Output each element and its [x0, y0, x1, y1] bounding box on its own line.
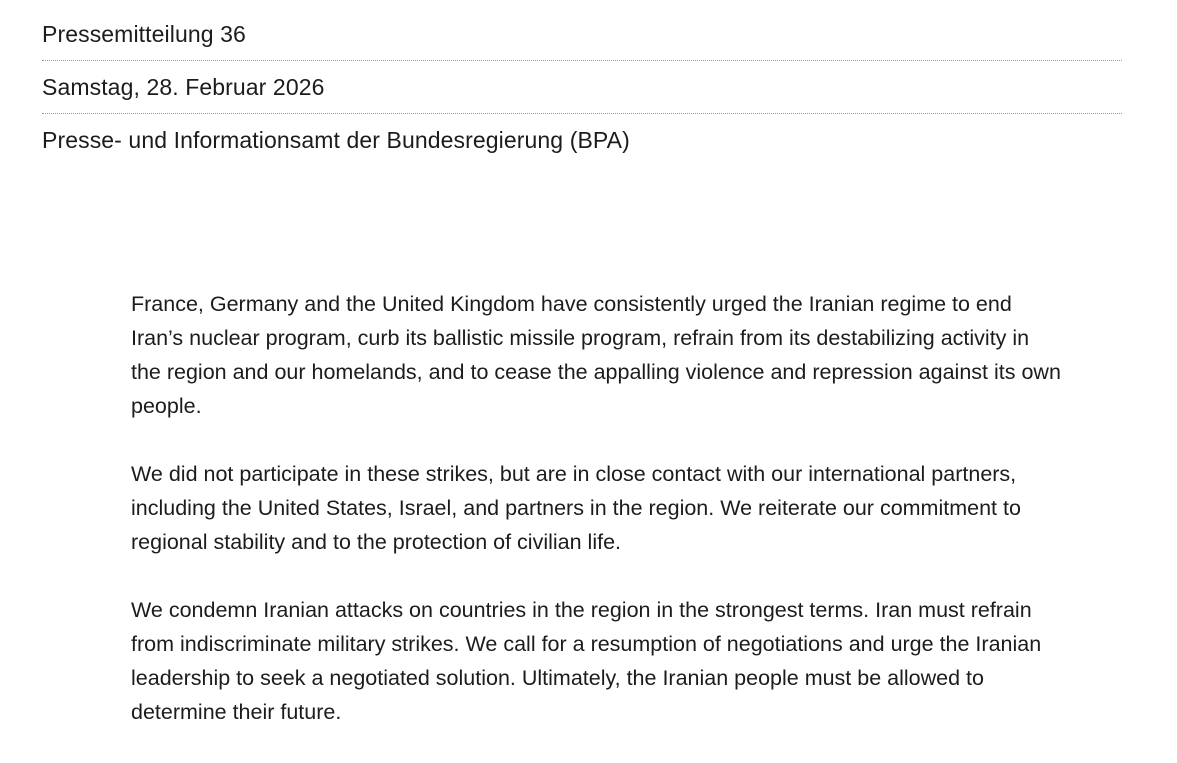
statement-paragraph: We condemn Iranian attacks on countries in the region in the strongest terms. Iran must refrain from indiscriminate military strikes. We call for a resumption of negotiations and urge the Iranian leadership to seek a negotiated solution. Ultimately, the Iranian people must be allowed to determine their future. — [131, 598, 1042, 724]
press-release-number: Pressemitteilung 36 — [42, 8, 1122, 61]
statement-paragraph: France, Germany and the United Kingdom have consistently urged the Iranian regime to end Iran’s nuclear program, curb its ballistic missile program, refrain from its destabilizing activity in the region and our homelands, and to cease the appalling violence and repression against its own people. — [131, 292, 1061, 418]
statement-paragraph: We did not participate in these strikes, but are in close contact with our international partners, including the United States, Israel, and partners in the region. We reiterate our commitment to regional stability and to the protection of civilian life. — [131, 462, 1021, 554]
release-date: Samstag, 28. Februar 2026 — [42, 61, 1122, 114]
publisher: Presse- und Informationsamt der Bundesregierung (BPA) — [42, 126, 630, 153]
statement-body — [131, 287, 1061, 763]
press-release-meta — [42, 8, 1122, 166]
